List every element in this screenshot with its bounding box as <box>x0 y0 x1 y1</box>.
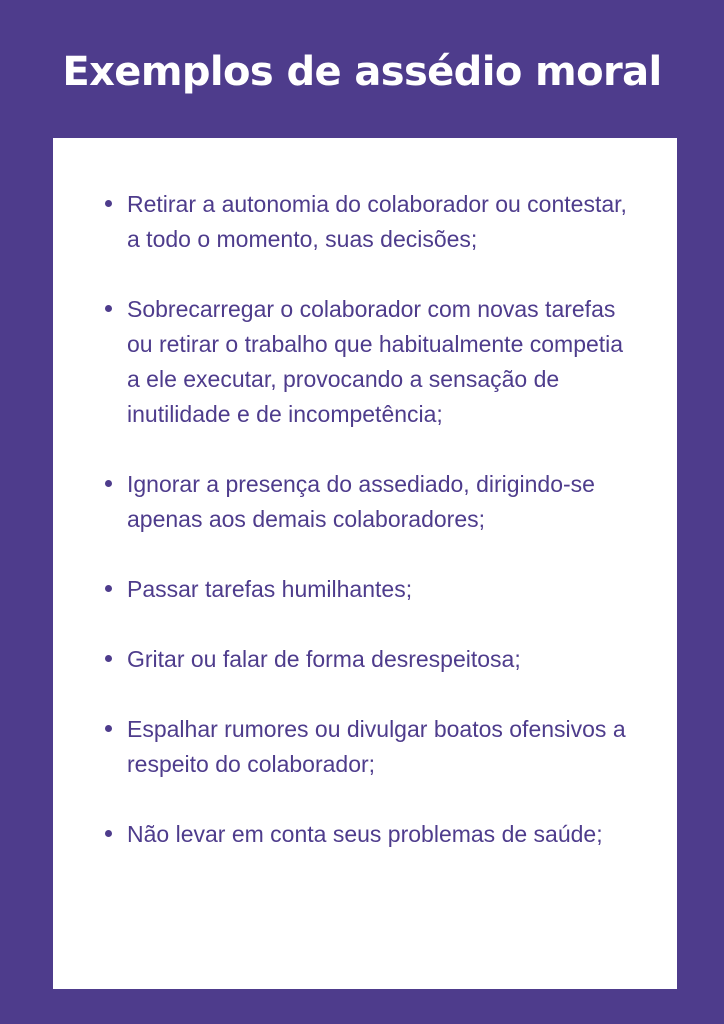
list-item <box>127 642 639 677</box>
list-item-text: Ignorar a presença do assediado, dirigindo-se apenas aos demais colaboradores; <box>127 471 595 532</box>
bullet-icon <box>105 655 112 662</box>
list-item <box>127 187 639 257</box>
content-card <box>53 138 677 989</box>
list-item-text: Retirar a autonomia do colaborador ou contestar, a todo o momento, suas decisões; <box>127 191 627 252</box>
bullet-icon <box>105 480 112 487</box>
bullet-icon <box>105 725 112 732</box>
bullet-icon <box>105 585 112 592</box>
list-item-text: Passar tarefas humilhantes; <box>127 576 413 602</box>
list-item <box>127 292 639 432</box>
list-item-text: Gritar ou falar de forma desrespeitosa; <box>127 646 521 672</box>
list-item <box>127 572 639 607</box>
page-title: Exemplos de assédio moral <box>62 49 662 95</box>
bullet-icon <box>105 830 112 837</box>
bullet-icon <box>105 200 112 207</box>
list-item <box>127 712 639 782</box>
list-item <box>127 467 639 537</box>
list-item-text: Não levar em conta seus problemas de saúde; <box>127 821 603 847</box>
examples-list <box>127 187 639 852</box>
list-item-text: Sobrecarregar o colaborador com novas tarefas ou retirar o trabalho que habitualmente competia a ele executar, provocando a sensação de inutilidade e de incompetência; <box>127 296 624 427</box>
bullet-icon <box>105 305 112 312</box>
list-item-text: Espalhar rumores ou divulgar boatos ofensivos a respeito do colaborador; <box>127 716 626 777</box>
list-item <box>127 817 639 852</box>
